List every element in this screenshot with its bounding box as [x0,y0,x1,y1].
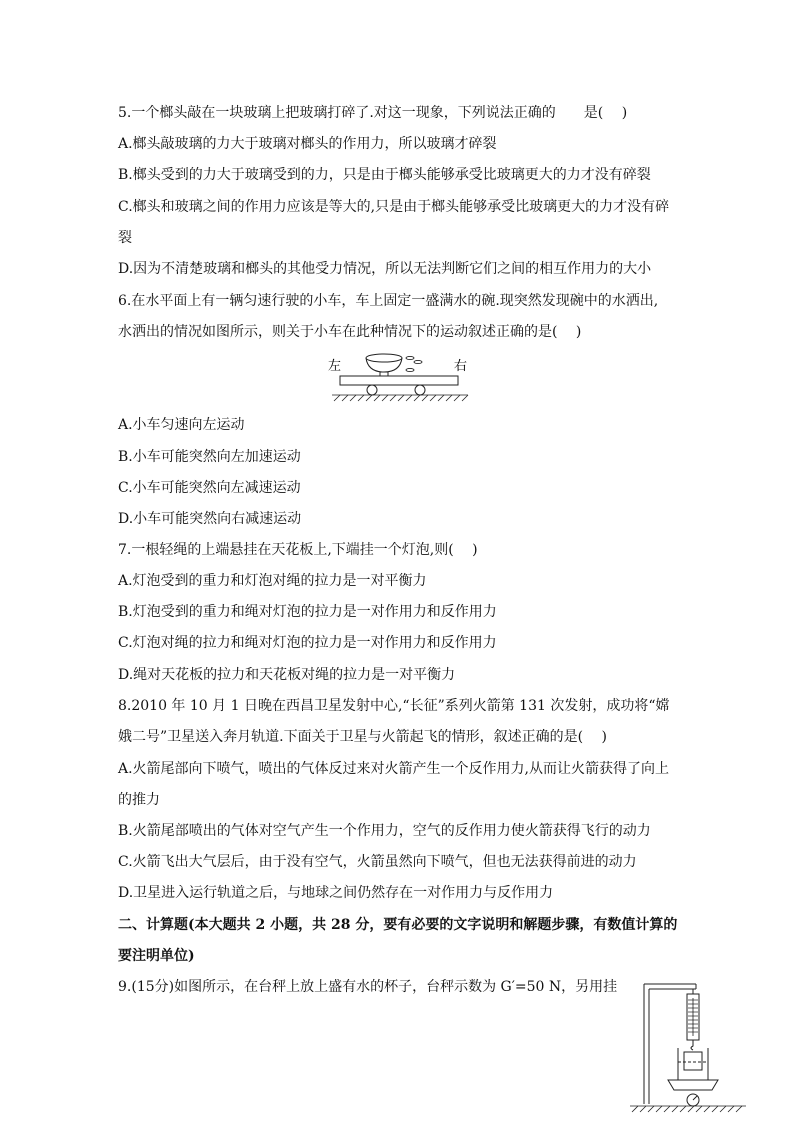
q8-option-a: A.火箭尾部向下喷气，喷出的气体反过来对火箭产生一个反作用力,从而让火箭获得了向上 [118,761,670,777]
beaker-icon [678,1048,708,1080]
q8-option-c: C.火箭飞出大气层后，由于没有空气，火箭虽然向下喷气，但也无法获得前进的动力 [118,854,637,870]
section2-heading-line1: 二、计算题(本大题共 2 小题，共 28 分，要有必要的文字说明和解题步骤，有数值计算的 [118,917,678,933]
ground-hatching [332,395,468,401]
figure-left-label: 左 [328,359,342,374]
wheel-icon [367,385,377,395]
q5-option-b: B.榔头受到的力大于玻璃受到的力，只是由于榔头能够承受比玻璃更大的力才没有碎裂 [118,167,651,183]
q5-option-c: C.榔头和玻璃之间的作用力应该是等大的,只是由于榔头能够承受比玻璃更大的力才没有碎 [118,199,670,215]
q7-option-d: D.绳对天花板的拉力和天花板对绳的拉力是一对平衡力 [118,667,456,683]
ground-hatching [630,1106,746,1112]
q8-stem-line1: 8.2010 年 10 月 1 日晚在西昌卫星发射中心,“长征”系列火箭第 131 次发射，成功将“嫦 [118,698,670,714]
q5-option-d: D.因为不清楚玻璃和榔头的其他受力情况，所以无法判断它们之间的相互作用力的大小 [118,261,652,277]
q6-option-d: D.小车可能突然向右减速运动 [118,511,302,527]
q6-option-b: B.小车可能突然向左加速运动 [118,449,301,465]
spring-scale-icon [687,989,699,1050]
q6-stem-line1: 6.在水平面上有一辆匀速行驶的小车，车上固定一盛满水的碗.现突然发现碗中的水洒出, [118,293,659,309]
hanging-block [684,1052,702,1070]
q6-option-c: C.小车可能突然向左减速运动 [118,480,301,496]
spring-scale-figure [626,976,750,1116]
platform-scale-icon [668,1080,718,1106]
q9-stem-line1: 9.(15分)如图所示，在台秤上放上盛有水的杯子，台秤示数为 G′=50 N，另用挂 [118,979,618,995]
section2-heading-line2: 要注明单位) [118,948,195,964]
q5-stem: 5.一个榔头敲在一块玻璃上把玻璃打碎了.对这一现象，下列说法正确的 是( ) [118,105,628,121]
cart-platform [340,376,458,385]
q8-option-a-cont: 的推力 [118,792,160,808]
q7-option-b: B.灯泡受到的重力和绳对灯泡的拉力是一对作用力和反作用力 [118,604,497,620]
q7-option-a: A.灯泡受到的重力和灯泡对绳的拉力是一对平衡力 [118,573,427,589]
q7-stem: 7.一根轻绳的上端悬挂在天花板上,下端挂一个灯泡,则( ) [118,542,478,558]
q5-option-c-cont: 裂 [118,230,132,246]
q8-option-b: B.火箭尾部喷出的气体对空气产生一个作用力，空气的反作用力使火箭获得飞行的动力 [118,823,651,839]
cart-bowl-figure [318,348,478,408]
q6-option-a: A.小车匀速向左运动 [118,417,245,433]
q6-stem-line2: 水洒出的情况如图所示，则关于小车在此种情况下的运动叙述正确的是( ) [118,324,582,340]
q5-option-a: A.榔头敲玻璃的力大于玻璃对榔头的作用力，所以玻璃才碎裂 [118,136,497,152]
water-drops-icon [406,356,422,371]
q8-stem-line2: 娥二号”卫星送入奔月轨道.下面关于卫星与火箭起飞的情形，叙述正确的是( ) [118,729,607,745]
bowl-icon [366,354,402,376]
figure-right-label: 右 [454,359,468,374]
q8-option-d: D.卫星进入运行轨道之后，与地球之间仍然存在一对作用力与反作用力 [118,885,554,901]
wheel-icon [415,385,425,395]
q7-option-c: C.灯泡对绳的拉力和绳对灯泡的拉力是一对作用力和反作用力 [118,635,497,651]
